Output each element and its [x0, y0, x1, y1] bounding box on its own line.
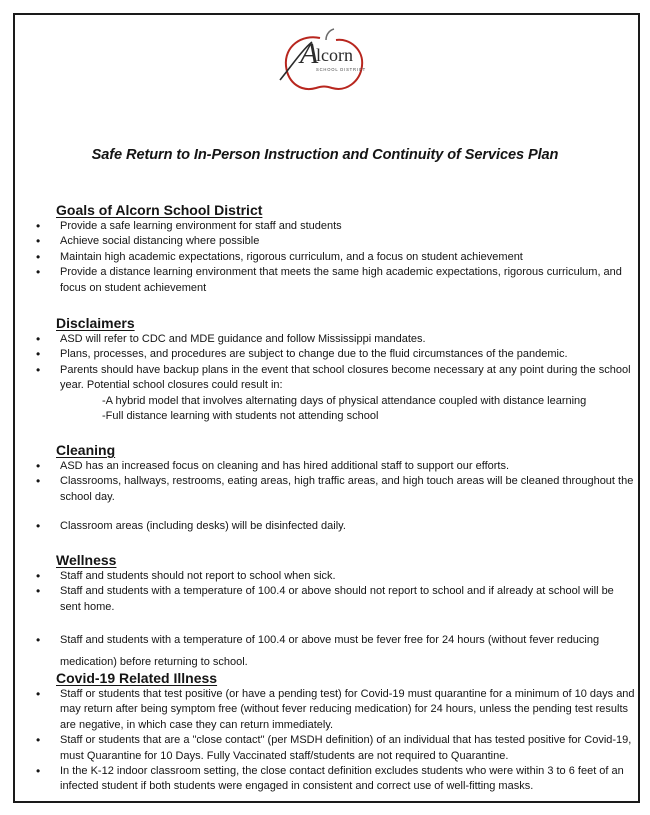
cleaning-section [36, 442, 636, 535]
goals-list [36, 219, 636, 296]
alcorn-logo [272, 28, 382, 96]
disclaimers-list [36, 332, 636, 394]
goals-section [36, 202, 636, 296]
list-item: • Staff and students with a temperature of 100.4 or above must be fever free for 24 hours (without fever reducing medication) before returning to school. [36, 629, 636, 673]
list-item: • Provide a distance learning environment that meets the same high academic expectations, rigorous curriculum, and focus on student achievement [36, 265, 636, 296]
covid-list [36, 687, 636, 795]
list-item: • Staff and students should not report to school when sick. [36, 569, 636, 584]
disclaimer-sub-item: -Full distance learning with students not attending school [102, 410, 379, 423]
apple-logo-icon [272, 28, 382, 96]
disclaimer-sub-item: -A hybrid model that involves alternating days of physical attendance coupled with distance learning [102, 394, 587, 407]
list-item: • Achieve social distancing where possible [36, 234, 636, 249]
list-item: • Classroom areas (including desks) will be disinfected daily. [36, 519, 636, 534]
list-item: • Staff or students that are a "close contact" (per MSDH definition) of an individual that has tested positive for Covid-19, must Quarantine for 10 Days. Fully Vaccinated staff/students are not required to Quarantine. [36, 733, 636, 764]
list-item: • Staff or students that test positive (or have a pending test) for Covid-19 must quarantine for a minimum of 10 days and may return after being symptom free (without fever reducing medication) for 24 hours, unless the pending test results are negative, in which case they can return immediately. [36, 687, 636, 733]
page-title: Safe Return to In-Person Instruction and Continuity of Services Plan [91, 147, 559, 163]
list-item: • Staff and students with a temperature of 100.4 or above should not report to school and if already at school will be sent home. [36, 584, 636, 615]
wellness-heading: Wellness [56, 552, 117, 568]
wellness-section [36, 552, 636, 673]
cleaning-heading: Cleaning [56, 442, 116, 458]
list-item: • Provide a safe learning environment for staff and students [36, 219, 636, 234]
list-item: • Classrooms, hallways, restrooms, eating areas, high traffic areas, and high touch areas will be cleaned throughout the school day. [36, 474, 636, 505]
list-item: • ASD has an increased focus on cleaning and has hired additional staff to support our efforts. [36, 459, 636, 474]
logo-subtitle: SCHOOL DISTRICT [316, 67, 367, 72]
disclaimers-section [36, 315, 636, 424]
covid-section [36, 670, 636, 795]
list-item: • Parents should have backup plans in the event that school closures become necessary at any point during the school year. Potential school closures could result in: [36, 363, 636, 394]
wellness-list [36, 569, 636, 673]
covid-heading: Covid-19 Related Illness [56, 670, 218, 686]
list-item: • In the K-12 indoor classroom setting, the close contact definition excludes students who were within 3 to 6 feet of an infected student if both students were engaged in consistent and correct use of well-fitting masks. [36, 764, 636, 795]
cleaning-list [36, 459, 636, 535]
list-item: • ASD will refer to CDC and MDE guidance and follow Mississippi mandates. [36, 332, 636, 347]
list-item: • Plans, processes, and procedures are subject to change due to the fluid circumstances of the pandemic. [36, 347, 636, 362]
disclaimers-heading: Disclaimers [56, 315, 135, 331]
logo-initial: A [300, 37, 319, 70]
goals-heading: Goals of Alcorn School District [56, 202, 263, 218]
list-item: • Maintain high academic expectations, rigorous curriculum, and a focus on student achievement [36, 250, 636, 265]
logo-wordmark: lcorn [316, 45, 353, 65]
